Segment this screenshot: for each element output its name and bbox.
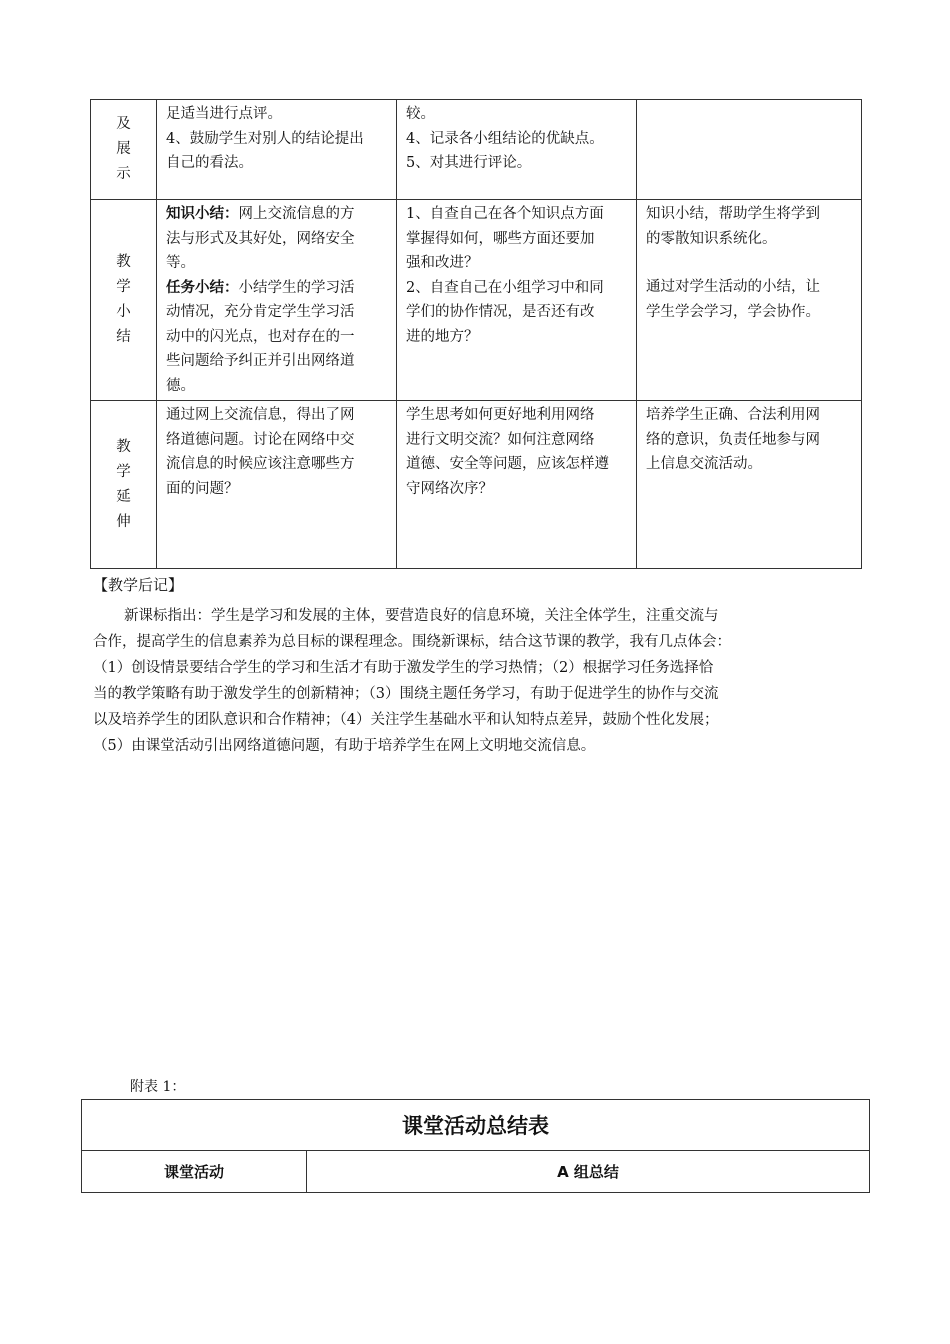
table-row-extension <box>91 401 862 569</box>
postscript-paragraph <box>93 603 863 759</box>
cell-line: 知识小结，帮助学生将学到 <box>646 206 820 222</box>
cell-line: 络的意识，负责任地参与网 <box>646 431 820 448</box>
cell-line: 流信息的时候应该注意哪些方 <box>166 456 355 472</box>
cell-line: 小结学生的学习活 <box>238 279 355 296</box>
cell-line: 上信息交流活动。 <box>646 456 762 472</box>
cell-line: 道德、安全等问题，应该怎样遵 <box>406 456 609 472</box>
teacher-activity-cell <box>157 100 397 200</box>
label-char: 学 <box>116 463 131 480</box>
paragraph-line: （5）由课堂活动引出网络道德问题，有助于培养学生在网上文明地交流信息。 <box>93 738 596 754</box>
cell-line: 自己的看法。 <box>166 155 253 171</box>
student-activity-cell <box>397 100 637 200</box>
cell-line: 进行文明交流？如何注意网络 <box>406 431 595 448</box>
cell-line: 德。 <box>166 377 195 394</box>
column-header-activity: 课堂活动 <box>82 1151 307 1193</box>
table-row-summary <box>91 200 862 401</box>
cell-line: 法与形式及其好处，网络安全 <box>166 230 355 247</box>
postscript-heading: 【教学后记】 <box>93 576 184 594</box>
cell-line: 守网络次序？ <box>406 480 493 497</box>
cell-line: 通过网上交流信息，得出了网 <box>166 407 355 423</box>
cell-line: 2、自查自己在小组学习中和同 <box>406 279 604 296</box>
cell-line: 络道德问题。讨论在网络中交 <box>166 431 355 448</box>
cell-line: 5、对其进行评论。 <box>406 155 532 171</box>
label-char: 结 <box>116 329 131 345</box>
annex-label: 附表 1： <box>130 1079 186 1095</box>
label-char: 展 <box>116 141 131 157</box>
cell-line: 等。 <box>166 255 195 271</box>
cell-line: 学生学会学习，学会协作。 <box>646 303 820 320</box>
cell-line: 强和改进？ <box>406 255 479 271</box>
cell-line: 通过对学生活动的小结，让 <box>646 279 820 295</box>
task-summary-label: 任务小结： <box>166 278 239 296</box>
label-char: 延 <box>116 488 131 505</box>
cell-line: 动中的闪光点，也对存在的一 <box>166 328 355 345</box>
student-activity-cell <box>397 401 637 569</box>
cell-line: 进的地方？ <box>406 328 479 345</box>
summary-table-title: 课堂活动总结表 <box>82 1100 870 1151</box>
lesson-plan-table <box>90 99 862 569</box>
knowledge-summary-label: 知识小结： <box>166 205 239 222</box>
label-char: 小 <box>116 304 131 320</box>
cell-line: 学生思考如何更好地利用网络 <box>406 407 595 423</box>
design-intent-cell <box>637 401 862 569</box>
cell-line: 面的问题？ <box>166 480 239 497</box>
cell-line: 掌握得如何，哪些方面还要加 <box>406 230 595 247</box>
paragraph-line: 合作，提高学生的信息素养为总目标的课程理念。围绕新课标，结合这节课的教学，我有几点体会： <box>93 634 731 650</box>
cell-line: 培养学生正确、合法利用网 <box>646 407 820 423</box>
row-label-presentation <box>91 100 157 200</box>
cell-line: 4、鼓励学生对别人的结论提出 <box>166 130 364 147</box>
label-char: 及 <box>116 116 131 132</box>
cell-line: 的零散知识系统化。 <box>646 230 777 247</box>
row-label-extension <box>91 401 157 569</box>
cell-line: 动情况，充分肯定学生学习活 <box>166 304 355 320</box>
paragraph-line: 以及培养学生的团队意识和合作精神；（4）关注学生基础水平和认知特点差异，鼓励个性化发展； <box>93 712 719 728</box>
cell-line: 网上交流信息的方 <box>238 206 355 222</box>
cell-line: 些问题给予纠正并引出网络道 <box>166 353 355 369</box>
cell-line: 4、记录各小组结论的优缺点。 <box>406 130 604 147</box>
label-char: 教 <box>116 438 131 455</box>
cell-line: 1、自查自己在各个知识点方面 <box>406 206 604 222</box>
cell-line: 足适当进行点评。 <box>166 106 282 122</box>
design-intent-cell <box>637 100 862 200</box>
table-row-presentation <box>91 100 862 200</box>
column-header-group-a: A 组总结 <box>307 1151 870 1193</box>
label-char: 示 <box>116 166 131 182</box>
activity-summary-table <box>81 1099 870 1193</box>
paragraph-line: 当的教学策略有助于激发学生的创新精神；（3）围绕主题任务学习，有助于促进学生的协作与交流 <box>93 686 719 702</box>
cell-line: 学们的协作情况，是否还有改 <box>406 304 595 320</box>
teacher-activity-cell <box>157 401 397 569</box>
paragraph-line: （1）创设情景要结合学生的学习和生活才有助于激发学生的学习热情；（2）根据学习任务选择恰 <box>93 660 714 676</box>
paragraph-line: 新课标指出：学生是学习和发展的主体，要营造良好的信息环境，关注全体学生，注重交流与 <box>124 608 719 624</box>
label-char: 伸 <box>116 513 131 530</box>
teacher-activity-cell <box>157 200 397 401</box>
row-label-summary <box>91 200 157 401</box>
label-char: 学 <box>116 279 131 295</box>
design-intent-cell <box>637 200 862 401</box>
student-activity-cell <box>397 200 637 401</box>
label-char: 教 <box>116 254 131 270</box>
cell-line: 较。 <box>406 106 435 122</box>
